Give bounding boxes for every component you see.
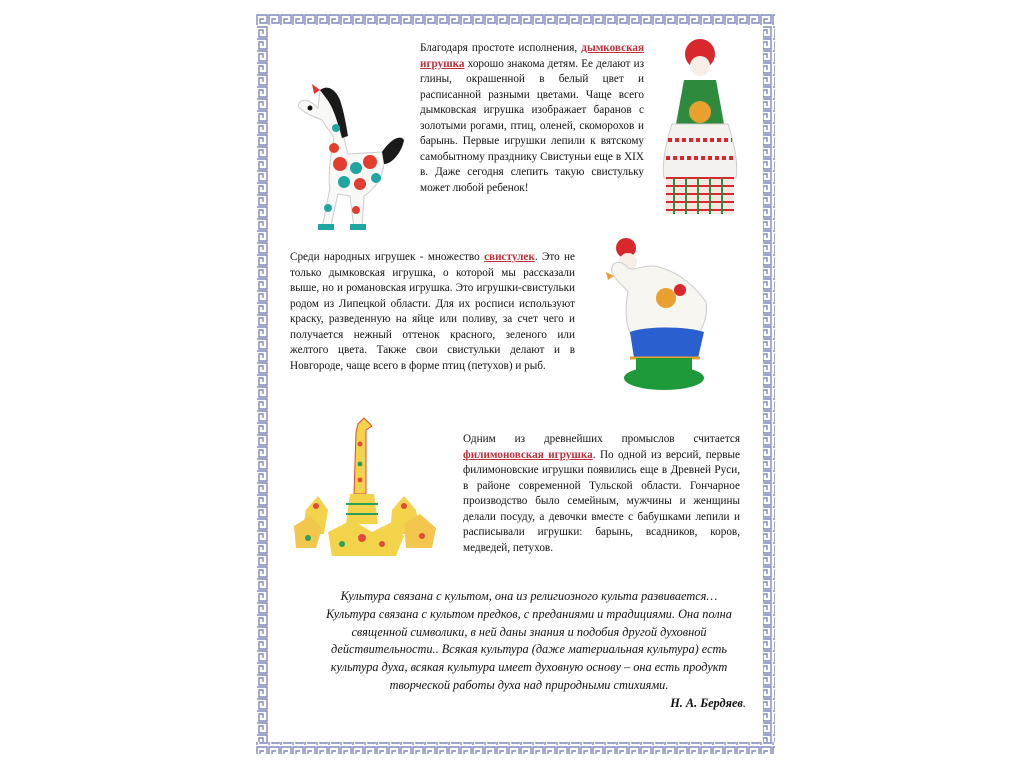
filimonovo-toys-image <box>292 414 440 562</box>
whistle-bird-image <box>606 232 722 394</box>
link-whistles[interactable]: свистулек <box>484 251 535 263</box>
paragraph-filimonovo: Одним из древнейших промыслов считается филимоновская игрушка. По одной из версий, первые филимоновские игрушки появились еще в Древней Руси, в районе современной Тульской области. Гончарное производство было семейным, мужчины и женщины делали посуду, а девочки вместе с бабушками лепили и расписывали игрушки: барынь, всадников, коров, медведей, петухов. <box>463 433 741 554</box>
berdyaev-quote <box>316 588 746 713</box>
paragraph-dymkovo: Благодаря простоте исполнения, дымковская игрушка хорошо знакома детям. Ее делают из глины, окрашенной в белый цвет и расписанной разными цветами. Чаще всего дымковская игрушка изображает баранов с золотыми рогами, птиц, оленей, скоморохов и барынь. Первые игрушки лепили к вятскому самобытному празднику Свистуньи еще в XIX в. Даже сегодня слепить такую свистульку может любой ребенок! <box>420 42 644 194</box>
dymkovo-lady-image <box>658 28 742 218</box>
document-page <box>256 14 775 754</box>
quote-text: Культура связана с культом, она из религиозного культа развивается… Культура связана с культом предков, с преданиями и традициями. Она полна священной символики, в ней даны знания и подобия другой духовной действительности.. Всякая культура (даже материальная культура) есть культура духа, всякая культура имеет духовную основу – она есть продукт творческой работы духа над природными стихиями. <box>326 589 732 692</box>
link-dymkovo-toy[interactable]: дымковская игрушка <box>420 42 644 70</box>
dymkovo-horse-image <box>290 68 408 236</box>
paragraph-whistles: Среди народных игрушек - множество свистулек. Это не только дымковская игрушка, о которой мы рассказали выше, но и романовская игрушка. Это игрушки-свистульки родом из Липецкой области. Для их росписи используют краску, разведенную на яйце или поливу, за счет чего и получается нежный оттенок красного, зеленого или желтого цвета. Также свои свистульки делают и в Новгороде, чаще всего в форме птиц (петухов) и рыб. <box>290 251 575 372</box>
quote-author: Н. А. Бердяев. <box>670 695 746 710</box>
link-filimonovo-toy[interactable]: филимоновская игрушка <box>463 448 593 461</box>
